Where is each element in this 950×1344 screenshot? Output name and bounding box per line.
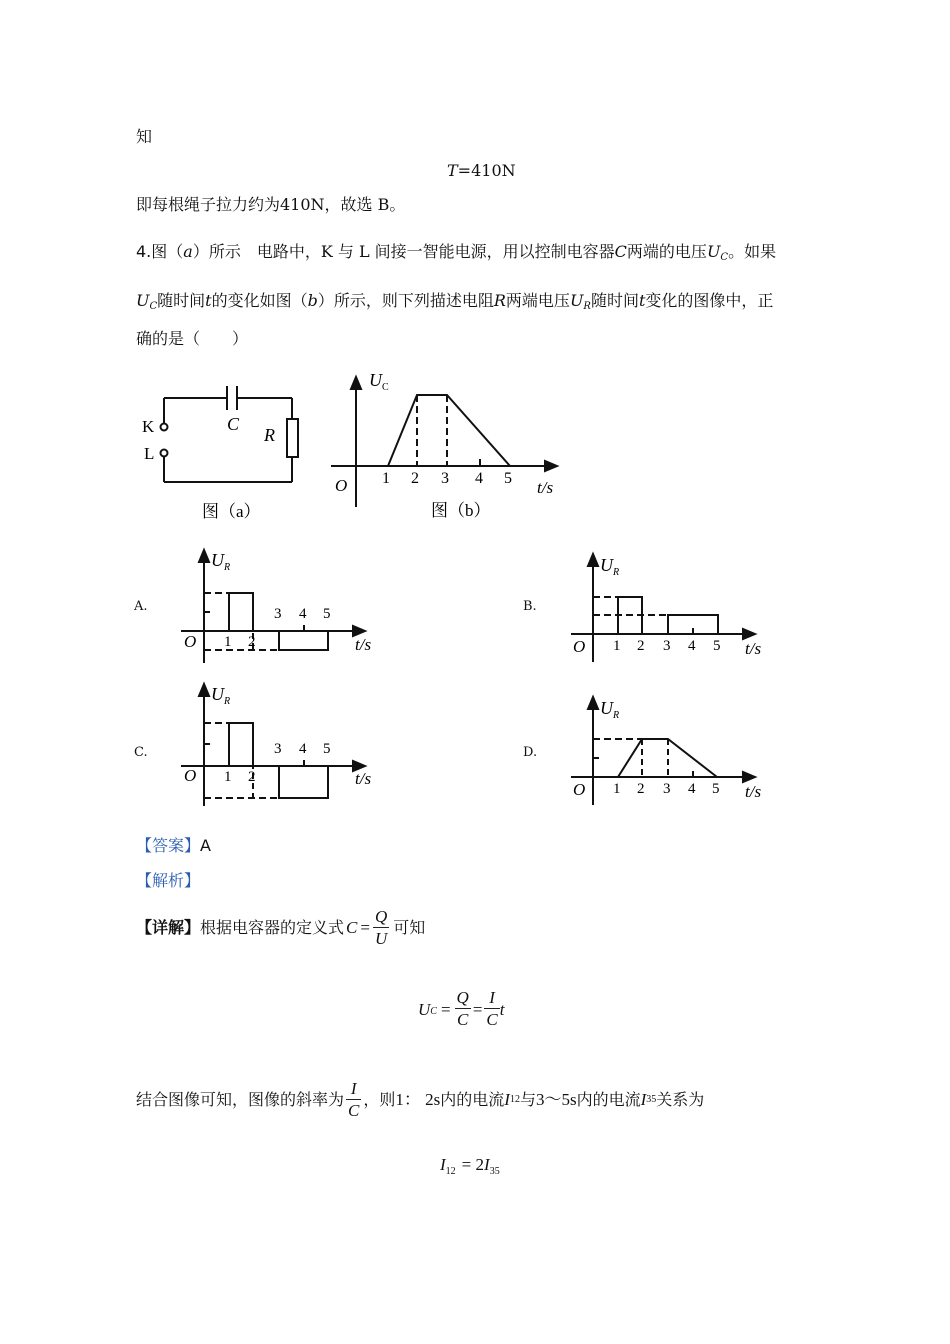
q-text: ）所示 电路中，K 与 L 间接一智能电源，用以控制电容器	[192, 242, 615, 261]
numerator: I	[484, 988, 499, 1009]
option-c-label[interactable]: C.	[134, 745, 148, 760]
y-label: $U_C$	[369, 370, 389, 393]
slope-text: 内的电流	[440, 1090, 505, 1109]
tick-5: 5	[323, 741, 331, 757]
tick-3: 3	[274, 606, 282, 622]
y-label: $U_R$	[600, 698, 620, 721]
conclusion-text: 即每根绳子拉力约为410N，故选 B。	[136, 195, 406, 214]
origin-label: O	[184, 766, 197, 785]
q-text: 随时间	[157, 291, 206, 310]
option-c-graph[interactable]	[175, 680, 390, 810]
origin-label: O	[335, 476, 348, 495]
tick-1: 1	[224, 634, 232, 650]
option-d-label[interactable]: D.	[523, 745, 538, 760]
origin-label: O	[573, 637, 586, 656]
sub-12: 12	[445, 1166, 456, 1177]
tick-4: 4	[688, 781, 696, 797]
text-zhi: 知	[136, 127, 153, 146]
tick-1: 1	[224, 769, 232, 785]
q-sub: R	[583, 301, 591, 312]
question-number: 4.	[136, 242, 152, 261]
answer-tag: 【答案】	[136, 836, 201, 855]
detail-text: 可知	[393, 918, 426, 937]
fraction-I-over-C	[346, 1079, 361, 1122]
tick-3: 3	[274, 741, 282, 757]
x-label: t/s	[745, 782, 762, 801]
caption-a: 图（a）	[202, 502, 261, 521]
denominator: C	[457, 1010, 469, 1029]
fraction-Q-over-C	[455, 988, 471, 1031]
var-I: I	[440, 1155, 446, 1174]
q-var: U	[569, 291, 584, 310]
q-var: a	[183, 242, 193, 261]
equation-currents	[440, 1155, 500, 1175]
var-I35: I	[640, 1090, 647, 1109]
tick-5: 5	[713, 638, 721, 654]
option-a-label[interactable]: A.	[134, 599, 148, 614]
tick-1: 1	[613, 781, 621, 797]
y-label: $U_R$	[211, 550, 231, 573]
q-var: b	[307, 291, 318, 310]
denominator: C	[348, 1100, 360, 1120]
var-T: T	[447, 161, 458, 180]
q-var: U	[136, 291, 150, 310]
T-value: =410N	[457, 161, 516, 180]
tick-5: 5	[504, 470, 512, 487]
y-label: $U_R$	[211, 684, 231, 707]
q-text: 。如果	[728, 242, 777, 261]
question-line-2	[136, 290, 773, 318]
tick-3: 3	[663, 781, 671, 797]
graph-figure-b	[325, 365, 570, 525]
q-text: 两端电压	[505, 291, 570, 310]
fraction-Q-over-U	[373, 907, 389, 950]
terminal-L: L	[144, 444, 155, 463]
x-label: t/s	[745, 639, 762, 658]
q-text: ）所示，则下列描述电阻	[317, 291, 494, 310]
option-a-graph[interactable]	[175, 546, 390, 666]
equation-uc	[418, 988, 505, 1031]
numerator: Q	[374, 906, 388, 926]
slope-text: 结合图像可知，图像的斜率为	[136, 1090, 345, 1109]
capacitor-label: C	[227, 414, 240, 434]
q-sub: C	[149, 301, 158, 312]
sub-12: 12	[509, 1094, 520, 1105]
answer-value: A	[200, 836, 211, 855]
var-I: I	[484, 1155, 490, 1174]
caption-b: 图（b）	[431, 501, 491, 520]
equals: =	[440, 999, 451, 1019]
slope-line	[136, 1073, 704, 1127]
tick-2: 2	[248, 769, 256, 785]
numerator: I	[346, 1079, 361, 1100]
equals: =	[360, 918, 370, 937]
origin-label: O	[573, 780, 586, 799]
x-label: t/s	[355, 635, 372, 654]
detail-line	[136, 903, 425, 953]
q-var: C	[614, 242, 627, 261]
tick-4: 4	[299, 606, 307, 622]
sub-35: 35	[646, 1094, 657, 1105]
sub-35: 35	[489, 1166, 500, 1177]
q-text: 变化的图像中，正	[645, 291, 774, 310]
slope-text: 与	[519, 1090, 536, 1109]
tick-2: 2	[637, 781, 645, 797]
option-d-graph[interactable]	[565, 693, 780, 808]
tick-2: 2	[637, 638, 645, 654]
var-U: U	[418, 999, 431, 1019]
circuit-figure-a	[130, 375, 320, 530]
equals-2: = 2	[461, 1155, 485, 1174]
q-sub: C	[720, 252, 729, 263]
question-line-3: 确的是（ ）	[136, 329, 249, 348]
denominator: U	[374, 928, 388, 948]
q-var: R	[493, 291, 506, 310]
option-b-label[interactable]: B.	[523, 599, 537, 614]
tick-4: 4	[299, 741, 307, 757]
detail-text: 根据电容器的定义式	[200, 918, 345, 937]
slope-text: 内的电流	[576, 1090, 641, 1109]
x-label: t/s	[355, 769, 372, 788]
tick-2: 2	[248, 634, 256, 650]
q-var: t	[205, 291, 212, 310]
range-2: 3～5s	[535, 1090, 577, 1109]
x-label: t/s	[537, 478, 554, 497]
slope-text: ，则	[363, 1090, 396, 1109]
slope-text: 关系为	[656, 1090, 705, 1109]
terminal-K: K	[142, 417, 155, 436]
tick-1: 1	[382, 470, 390, 487]
tick-4: 4	[688, 638, 696, 654]
q-text: 图（	[151, 242, 184, 261]
q-var: U	[706, 242, 721, 261]
origin-label: O	[184, 632, 197, 651]
denominator: C	[486, 1010, 498, 1029]
tick-2: 2	[411, 470, 419, 487]
numerator: Q	[456, 988, 469, 1007]
tick-3: 3	[441, 470, 449, 487]
q-text: 两端的电压	[626, 242, 707, 261]
equation-T	[447, 160, 516, 182]
detail-tag: 【详解】	[136, 918, 201, 937]
q-var: t	[638, 291, 646, 310]
range-1: 1： 2s	[395, 1090, 441, 1109]
answer-line	[136, 835, 211, 857]
tick-4: 4	[475, 470, 483, 487]
sub-C: C	[430, 1006, 437, 1017]
tick-5: 5	[712, 781, 720, 797]
q-text: 的变化如图（	[211, 291, 308, 310]
question-line-1	[136, 241, 776, 269]
var-C: C	[346, 918, 358, 937]
var-t: t	[499, 999, 505, 1019]
tick-5: 5	[323, 606, 331, 622]
tick-1: 1	[613, 638, 621, 654]
equals: =	[472, 999, 483, 1019]
tick-3: 3	[663, 638, 671, 654]
fraction-I-over-C	[484, 988, 499, 1031]
q-text: 随时间	[590, 291, 639, 310]
var-I12: I	[504, 1090, 510, 1109]
y-label: $U_R$	[600, 555, 620, 578]
analysis-tag: 【解析】	[136, 871, 201, 890]
resistor-label: R	[264, 425, 275, 445]
option-b-graph[interactable]	[565, 550, 780, 665]
